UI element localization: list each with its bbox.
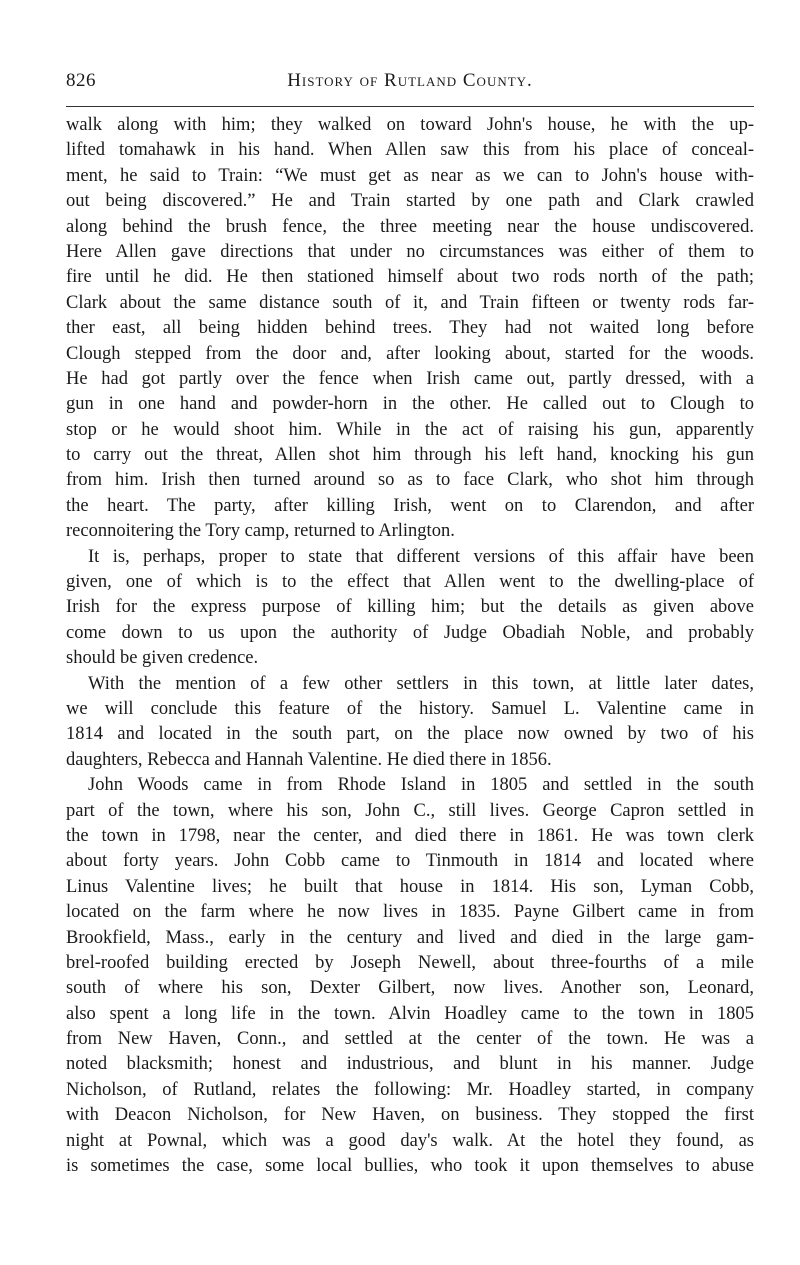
text-line: lifted tomahawk in his hand. When Allen saw this from his place of conceal-: [66, 140, 754, 161]
text-line: with Deacon Nicholson, for New Haven, on business. They stopped the first: [66, 1105, 754, 1126]
text-line: out being discovered.” He and Train started by one path and Clark crawled: [66, 191, 754, 212]
text-line: about forty years. John Cobb came to Tinmouth in 1814 and located where: [66, 851, 754, 872]
text-line: south of where his son, Dexter Gilbert, now lives. Another son, Leonard,: [66, 978, 754, 999]
text-line: reconnoitering the Tory camp, returned to Arlington.: [66, 521, 455, 542]
text-line: walk along with him; they walked on toward John's house, he with the up-: [66, 115, 754, 135]
text-line: stop or he would shoot him. While in the act of raising his gun, apparently: [66, 419, 754, 440]
text-line: With the mention of a few other settlers in this town, at little later dates,: [88, 673, 754, 694]
text-line: from New Haven, Conn., and settled at the center of the town. He was a: [66, 1029, 754, 1050]
text-line: the town in 1798, near the center, and died there in 1861. He was town clerk: [66, 825, 754, 846]
text-line: 1814 and located in the south part, on the place now owned by two of his: [66, 724, 754, 745]
text-line: we will conclude this feature of the history. Samuel L. Valentine came in: [66, 698, 754, 719]
text-line: ther east, all being hidden behind trees. They had not waited long before: [66, 318, 754, 339]
text-line: come down to us upon the authority of Judge Obadiah Noble, and probably: [66, 622, 754, 643]
text-line: along behind the brush fence, the three meeting near the house undiscovered.: [66, 216, 754, 237]
text-line: noted blacksmith; honest and industrious, and blunt in his manner. Judge: [66, 1054, 754, 1075]
text-line: Clark about the same distance south of it, and Train fifteen or twenty rods far-: [66, 292, 754, 313]
text-line: part of the town, where his son, John C., still lives. George Capron settled in: [66, 800, 754, 821]
header-rule: [66, 106, 754, 107]
text-line: located on the farm where he now lives in 1835. Payne Gilbert came in from: [66, 902, 754, 923]
text-line: He had got partly over the fence when Irish came out, partly dressed, with a: [66, 368, 754, 389]
text-line: It is, perhaps, proper to state that different versions of this affair have been: [88, 546, 754, 567]
text-line: the heart. The party, after killing Irish, went on to Clarendon, and after: [66, 495, 754, 516]
text-line: gun in one hand and powder-horn in the other. He called out to Clough to: [66, 394, 754, 415]
text-line: Brookfield, Mass., early in the century and lived and died in the large gam-: [66, 927, 754, 948]
page-number: 826: [66, 70, 96, 91]
text-line: given, one of which is to the effect that Allen went to the dwelling-place of: [66, 572, 754, 593]
text-line: to carry out the threat, Allen shot him through his left hand, knocking his gun: [66, 445, 754, 466]
text-line: Clough stepped from the door and, after looking about, started for the woods.: [66, 343, 754, 364]
text-line: should be given credence.: [66, 648, 259, 669]
text-line: from him. Irish then turned around so as to face Clark, who shot him through: [66, 470, 754, 491]
text-line: fire until he did. He then stationed himself about two rods north of the path;: [66, 267, 754, 288]
text-line: Nicholson, of Rutland, relates the following: Mr. Hoadley started, in company: [66, 1079, 754, 1100]
text-line: Here Allen gave directions that under no circumstances was either of them to: [66, 241, 754, 262]
text-line: Linus Valentine lives; he built that house in 1814. His son, Lyman Cobb,: [66, 876, 754, 897]
page-header: [66, 70, 754, 100]
text-line: ment, he said to Train: “We must get as near as we can to John's house with-: [66, 165, 754, 186]
text-line: John Woods came in from Rhode Island in 1805 and settled in the south: [88, 775, 754, 796]
body-text: [66, 113, 754, 1179]
text-line: daughters, Rebecca and Hannah Valentine. He died there in 1856.: [66, 749, 552, 770]
text-line: also spent a long life in the town. Alvin Hoadley came to the town in 1805: [66, 1003, 754, 1024]
text-line: is sometimes the case, some local bullies, who took it upon themselves to abuse: [66, 1156, 754, 1177]
running-title: History of Rutland County.: [287, 70, 533, 91]
text-line: Irish for the express purpose of killing him; but the details as given above: [66, 597, 754, 618]
text-line: brel-roofed building erected by Joseph Newell, about three-fourths of a mile: [66, 952, 754, 973]
text-line: night at Pownal, which was a good day's walk. At the hotel they found, as: [66, 1130, 754, 1151]
